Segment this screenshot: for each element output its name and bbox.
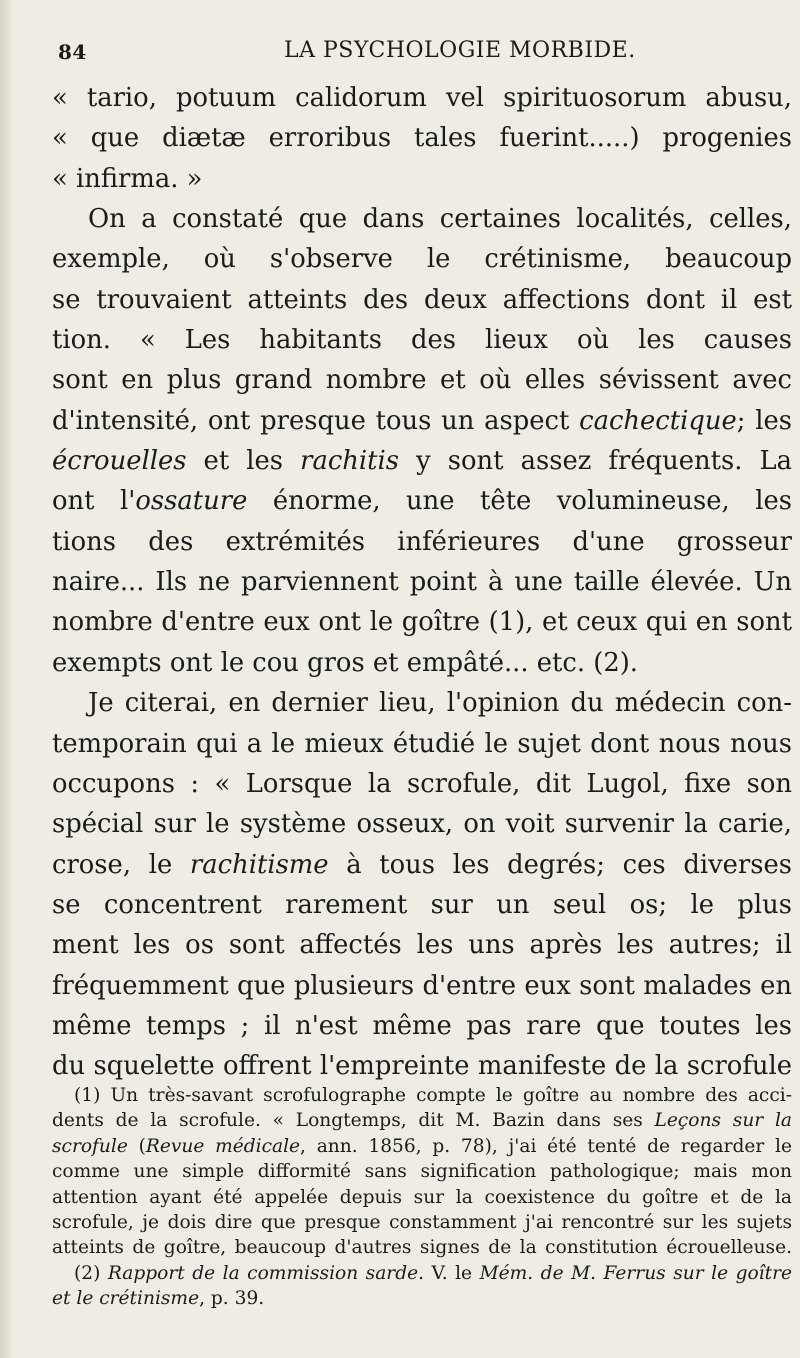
- footnote-line: comme une simple difformité sans signification pathologique; mais mon: [52, 1161, 792, 1183]
- text-line: naire... Ils ne parviennent point à une taille élevée. Un: [52, 567, 792, 598]
- text-line: fréquemment que plusieurs d'entre eux sont malades en: [52, 970, 792, 1001]
- text-line: temporain qui a le mieux étudié le sujet dont nous nous: [52, 728, 792, 759]
- main-text: [52, 78, 792, 1087]
- text-line: spécial sur le système osseux, on voit survenir la carie,: [52, 809, 792, 840]
- page-gutter-shadow: [0, 0, 14, 1358]
- footnote-line: attention ayant été appelée depuis sur la coexistence du goître et de la: [52, 1186, 792, 1208]
- text-line: « tario, potuum calidorum vel spirituosorum abusu,: [52, 83, 792, 113]
- text-line: ont l'ossature énorme, une tête volumineuse, les: [52, 486, 792, 517]
- text-line: « que diætæ erroribus tales fuerint.....) progenies: [52, 123, 792, 154]
- text-line: exemple, où s'observe le crétinisme, beaucoup: [52, 244, 792, 275]
- text-line: écrouelles et les rachitis y sont assez fréquents. La: [52, 446, 792, 477]
- running-title: LA PSYCHOLOGIE MORBIDE.: [284, 38, 636, 63]
- running-header: [58, 32, 800, 72]
- text-line: sont en plus grand nombre et où elles sévissent avec: [52, 365, 792, 396]
- text-line: se concentrent rarement sur un seul os; le plus: [52, 889, 792, 920]
- text-line: « infirma. »: [52, 163, 203, 194]
- footnote-line: atteints de goître, beaucoup d'autres signes de la constitution écrouelleuse.: [52, 1237, 792, 1259]
- text-line: crose, le rachitisme à tous les degrés; ces diverses: [52, 849, 792, 880]
- footnote-line: dents de la scrofule. « Longtemps, dit M. Bazin dans ses Leçons sur la: [52, 1110, 792, 1132]
- paragraph-start-line: Je citerai, en dernier lieu, l'opinion du médecin con-: [88, 688, 792, 719]
- footnote-line: (1) Un très-savant scrofulographe compte le goître au nombre des acci-: [74, 1085, 792, 1106]
- footnote-line: (2) Rapport de la commission sarde. V. le Mém. de M. Ferrus sur le goître: [74, 1262, 792, 1284]
- text-line: tions des extrémités inférieures d'une grosseur: [52, 526, 792, 557]
- paragraph-start-line: On a constaté que dans certaines localités, celles,: [88, 204, 792, 235]
- footnotes: [52, 1083, 792, 1312]
- text-line: tion. « Les habitants des lieux où les causes: [52, 325, 792, 356]
- text-line: du squelette offrent l'empreinte manifeste de la scrofule: [52, 1051, 792, 1082]
- text-line: même temps ; il n'est même pas rare que toutes les: [52, 1010, 792, 1041]
- footnote-line: scrofule, je dois dire que presque constamment j'ai rencontré sur les sujets: [52, 1211, 792, 1233]
- text-line: occupons : « Lorsque la scrofule, dit Lugol, fixe son: [52, 768, 792, 799]
- page-number: 84: [58, 40, 87, 64]
- text-line: nombre d'entre eux ont le goître (1), et ceux qui en sont: [52, 607, 792, 638]
- text-line: exempts ont le cou gros et empâté... etc. (2).: [52, 647, 639, 678]
- text-line: d'intensité, ont presque tous un aspect cachectique; les: [52, 405, 792, 436]
- text-line: ment les os sont affectés les uns après les autres; il: [52, 930, 792, 961]
- footnote-line: et le crétinisme, p. 39.: [52, 1288, 265, 1310]
- text-line: se trouvaient atteints des deux affections dont il est: [52, 284, 792, 315]
- footnote-line: scrofule (Revue médicale, ann. 1856, p. 78), j'ai été tenté de regarder le: [52, 1135, 792, 1157]
